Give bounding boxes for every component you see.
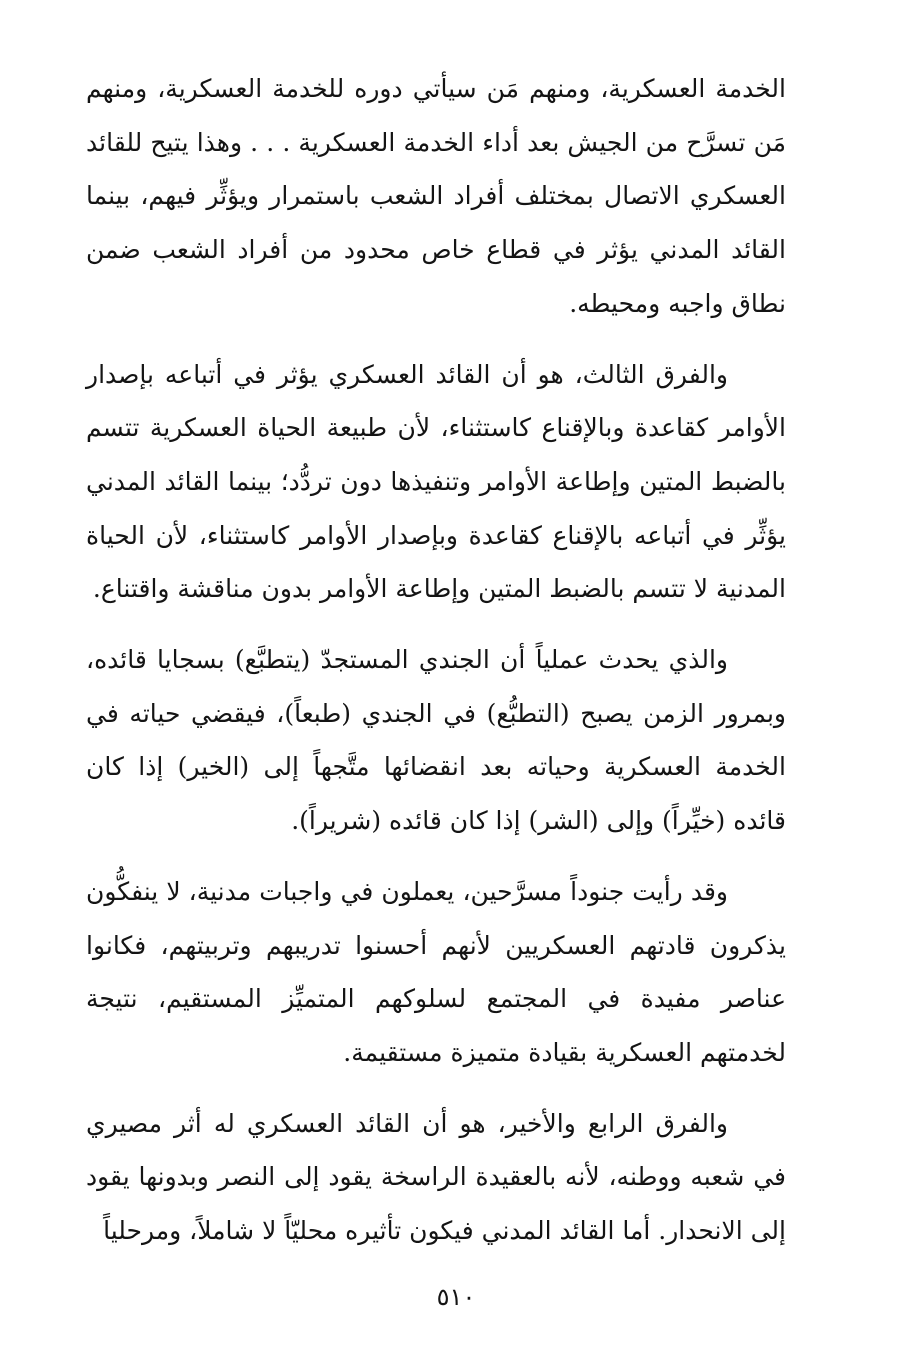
paragraph-fourth-difference: والفرق الرابع والأخير، هو أن القائد العسكري له أثر مصيري في شعبه ووطنه، لأنه بالعقيدة الراسخة يقود إلى النصر وبدونها يقود إلى الانحدار. أما القائد المدني فيكون تأثيره محليّاً لا شاملاً، ومرحلياً bbox=[86, 1108, 786, 1246]
paragraph-continuation: الخدمة العسكرية، ومنهم مَن سيأتي دوره للخدمة العسكرية، ومنهم مَن تسرَّح من الجيش بعد أداء الخدمة العسكرية . . . وهذا يتيح للقائد العسكري الاتصال بمختلف أفراد الشعب باستمرار ويؤثِّر فيهم، بينما القائد المدني يؤثر في قطاع خاص محدود من أفراد الشعب ضمن نطاق واجبه ومحيطه. bbox=[86, 74, 786, 318]
paragraph-third-difference: والفرق الثالث، هو أن القائد العسكري يؤثر في أتباعه بإصدار الأوامر كقاعدة وبالإقناع كاستثناء، لأن طبيعة الحياة العسكرية تتسم بالضبط المتين وإطاعة الأوامر وتنفيذها دون تردُّد؛ بينما القائد المدني يؤثِّر في أتباعه بالإقناع كقاعدة وبإصدار الأوامر كاستثناء، لأن الحياة المدنية لا تتسم بالضبط المتين وإطاعة الأوامر بدون مناقشة واقتناع. bbox=[86, 359, 786, 604]
page-body bbox=[86, 62, 786, 1258]
page-number: ٥١٠ bbox=[436, 1283, 476, 1311]
paragraph-discharged-soldiers: وقد رأيت جنوداً مسرَّحين، يعملون في واجبات مدنية، لا ينفكُّون يذكرون قادتهم العسكريين لأنهم أحسنوا تدريبهم وتربيتهم، فكانوا عناصر مفيدة في المجتمع لسلوكهم المتميِّز المستقيم، نتيجة لخدمتهم العسكرية بقيادة متميزة مستقيمة. bbox=[86, 876, 786, 1067]
paragraph-soldier-habituation: والذي يحدث عملياً أن الجندي المستجدّ (يتطبَّع) بسجايا قائده، وبمرور الزمن يصبح (التطبُّع) في الجندي (طبعاً)، فيقضي حياته في الخدمة العسكرية وحياته بعد انقضائها متَّجهاً إلى (الخير) إذا كان قائده (خيِّراً) وإلى (الشر) إذا كان قائده (شريراً). bbox=[86, 645, 786, 836]
